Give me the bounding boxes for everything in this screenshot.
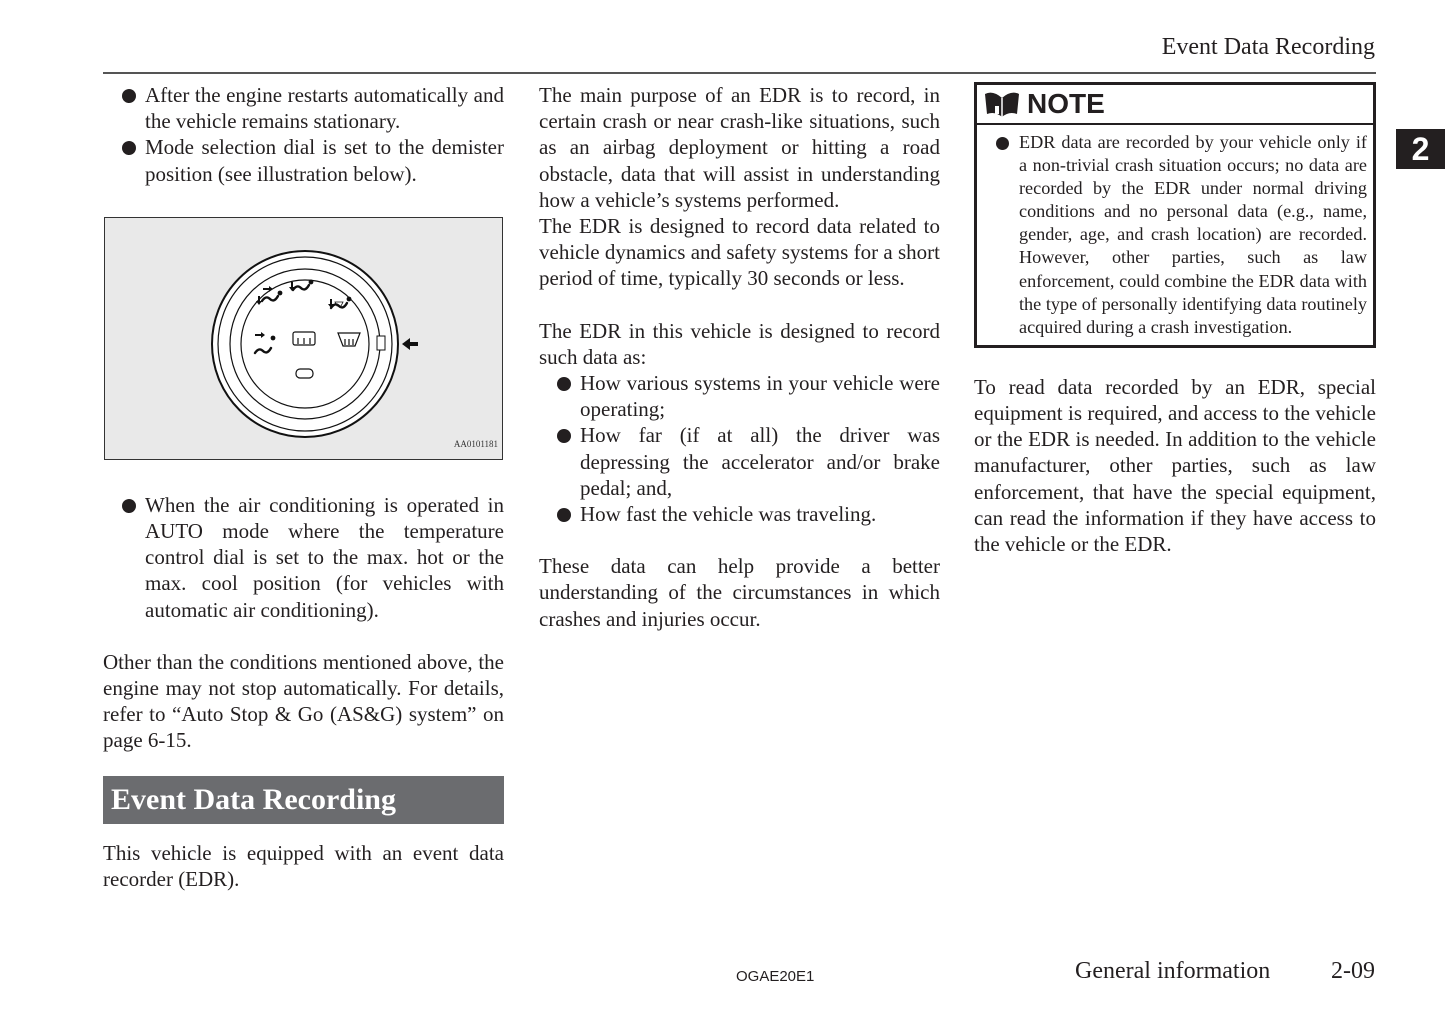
section-heading: Event Data Recording bbox=[103, 776, 504, 824]
bullet-icon bbox=[122, 141, 136, 155]
list-item bbox=[539, 501, 940, 527]
list-item-text: EDR data are recorded by your vehicle only if a non-trivial crash situation occurs; no data are recorded by the EDR under normal driving conditions and no personal data (e.g., name, gender, age, and crash location) are recorded. However, other parties, such as law enforcement, could combine the EDR data with the type of personally identifying data routinely acquired during a crash investigation. bbox=[1019, 132, 1367, 337]
chapter-tab: 2 bbox=[1396, 129, 1445, 169]
bullet-icon bbox=[122, 499, 136, 513]
list-item bbox=[103, 82, 504, 134]
paragraph: This vehicle is equipped with an event data recorder (EDR). bbox=[103, 840, 504, 891]
list-item-text: How fast the vehicle was traveling. bbox=[580, 502, 877, 527]
paragraph: Other than the conditions mentioned above, the engine may not stop automatically. For details, refer to “Auto Stop & Go (AS&G) system” on page 6-15. bbox=[103, 649, 504, 753]
note-box bbox=[974, 82, 1376, 348]
list-item-text: Mode selection dial is set to the demister position (see illustration below). bbox=[145, 135, 504, 186]
note-title: NOTE bbox=[1027, 87, 1105, 119]
bullet-icon bbox=[122, 89, 136, 103]
list-item-text: How various systems in your vehicle were operating; bbox=[580, 371, 940, 422]
list-item bbox=[977, 131, 1367, 339]
document-code: OGAE20E1 bbox=[736, 968, 815, 985]
bullet-icon bbox=[996, 137, 1009, 150]
paragraph: To read data recorded by an EDR, special equipment is required, and access to the vehicle or the EDR is needed. In addition to the vehicle manufacturer, other parties, such as law enforcement, that have the special equipment, can read the information if they have access to the vehicle or the EDR. bbox=[974, 374, 1376, 557]
note-header bbox=[977, 85, 1373, 125]
paragraph: The EDR in this vehicle is designed to record such data as: bbox=[539, 318, 940, 369]
list-item bbox=[103, 492, 504, 623]
list-item-text: How far (if at all) the driver was depressing the accelerator and/or brake pedal; and, bbox=[580, 423, 940, 500]
header-rule bbox=[103, 72, 1376, 74]
bullet-icon bbox=[557, 429, 571, 443]
bullet-icon bbox=[557, 377, 571, 391]
mode-selection-dial-illustration bbox=[105, 218, 502, 459]
pointer-arrow-icon bbox=[402, 338, 418, 350]
column-3 bbox=[974, 82, 1376, 557]
column-1 bbox=[103, 82, 504, 892]
figure-code: AA0101181 bbox=[453, 438, 498, 449]
list-item bbox=[539, 370, 940, 422]
paragraph: The main purpose of an EDR is to record, in certain crash or near crash-like situations, such as an airbag deployment or hitting a road obstacle, data that will assist in understanding how a vehicle’s systems performed. bbox=[539, 83, 940, 212]
list-item bbox=[103, 134, 504, 186]
paragraph: The EDR is designed to record data related to vehicle dynamics and safety systems for a short period of time, typically 30 seconds or less. bbox=[539, 214, 940, 291]
column-2 bbox=[539, 82, 940, 632]
note-body bbox=[977, 125, 1373, 345]
footer-section-title: General information bbox=[1075, 958, 1271, 984]
page-number: 2-09 bbox=[1331, 958, 1375, 984]
running-header-title: Event Data Recording bbox=[1161, 34, 1375, 60]
bullet-icon bbox=[557, 508, 571, 522]
open-book-icon bbox=[983, 90, 1021, 118]
list-item-text: After the engine restarts automatically and the vehicle remains stationary. bbox=[145, 83, 504, 134]
paragraph: These data can help provide a better understanding of the circumstances in which crashes and injuries occur. bbox=[539, 554, 940, 631]
mode-dial-figure bbox=[104, 217, 503, 460]
list-item bbox=[539, 422, 940, 501]
list-item-text: When the air conditioning is operated in AUTO mode where the temperature control dial is set to the max. hot or the max. cool position (for vehicles with automatic air conditioning). bbox=[145, 492, 504, 622]
